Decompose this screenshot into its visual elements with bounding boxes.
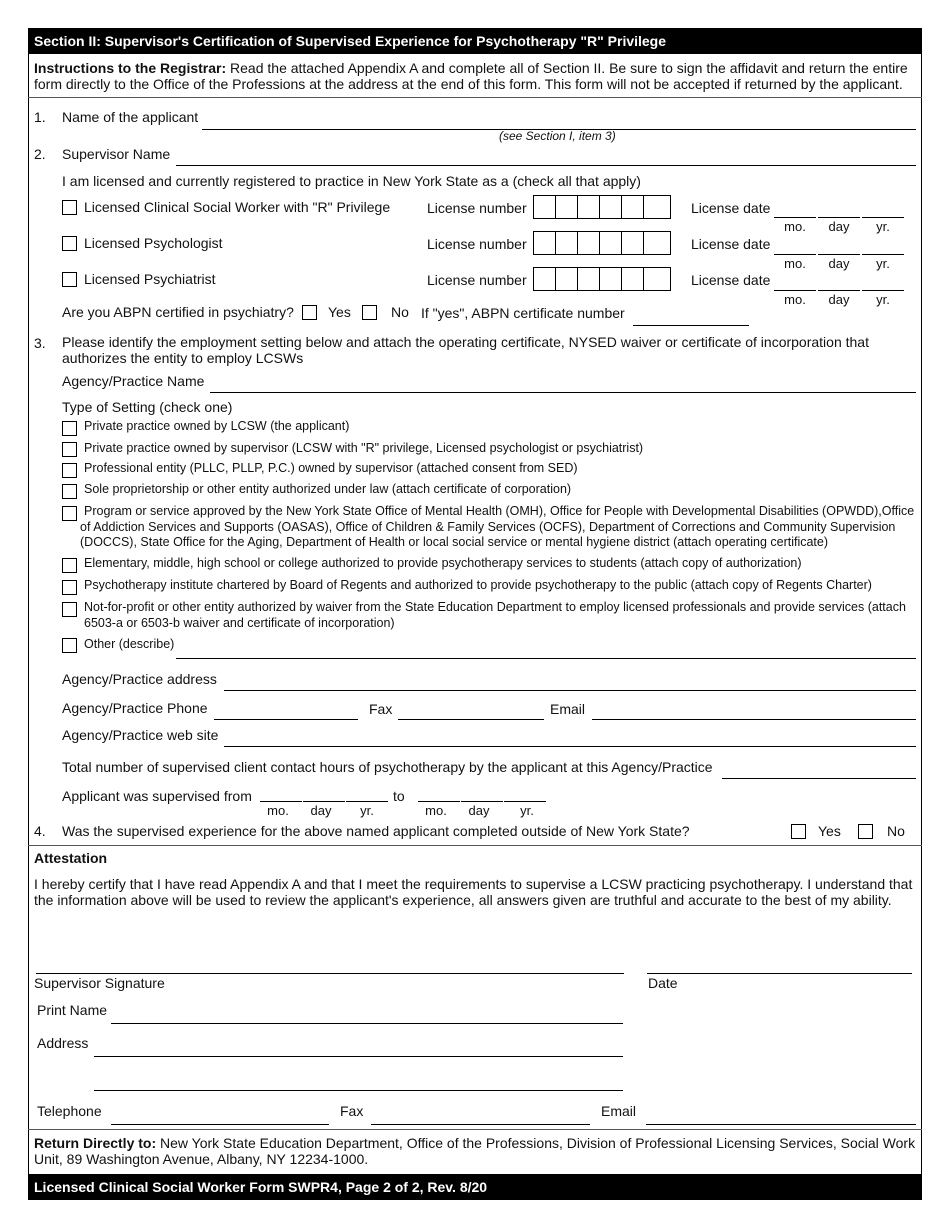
license-number-label: License number: [427, 272, 527, 288]
item-number: 1.: [34, 109, 46, 125]
telephone-field[interactable]: [111, 1124, 329, 1125]
license-date-label: License date: [691, 272, 771, 288]
date-year[interactable]: yr.: [862, 292, 904, 307]
attestation-text: I hereby certify that I have read Appendix A and that I meet the requirements to supervise a LCSW practicing psychotherapy. I understand that the information above will be used to review the applicant's experience, all answers given are truthful and accurate to the best of my ability.: [34, 876, 913, 908]
license-date-label: License date: [691, 236, 771, 252]
agency-address-field[interactable]: [224, 690, 916, 691]
applicant-name-note: (see Section I, item 3): [499, 129, 616, 143]
setting-checkbox[interactable]: [62, 558, 77, 573]
registrar-instructions: [34, 60, 918, 92]
attestation-address-label: Address: [37, 1035, 89, 1051]
outside-ny-yes-label: Yes: [818, 823, 841, 839]
from-year[interactable]: yr.: [346, 803, 388, 818]
date-month[interactable]: mo.: [774, 292, 816, 307]
instructions-text: Read the attached Appendix A and complete all of Section II. Be sure to sign the affidavit and return the entire form directly to the Office of the Professions at the address at the end of this form. This form will not be accepted if returned by the applicant.: [34, 60, 908, 92]
attestation-title: Attestation: [34, 850, 108, 866]
abpn-number-field[interactable]: [633, 325, 749, 326]
licensed-statement: I am licensed and currently registered to practice in New York State as a (check all that apply): [62, 173, 641, 189]
agency-phone-label: Agency/Practice Phone: [62, 700, 208, 716]
return-label: Return Directly to:: [34, 1135, 157, 1151]
abpn-number-label: If "yes", ABPN certificate number: [421, 305, 625, 321]
divider: [28, 845, 922, 846]
attestation-email-field[interactable]: [646, 1124, 916, 1125]
abpn-no-checkbox[interactable]: [362, 305, 377, 320]
form-footer: [28, 1174, 922, 1200]
supervisor-name-field[interactable]: [176, 165, 916, 166]
print-name-label: Print Name: [37, 1002, 108, 1018]
instructions-label: Instructions to the Registrar:: [34, 60, 227, 76]
license-date-label: License date: [691, 200, 771, 216]
agency-fax-field[interactable]: [398, 719, 544, 720]
agency-web-label: Agency/Practice web site: [62, 727, 219, 743]
setting-label: Other (describe): [84, 637, 175, 651]
supervised-to-label: to: [393, 788, 405, 804]
print-name-field[interactable]: [111, 1023, 623, 1024]
agency-web-field[interactable]: [224, 746, 916, 747]
setting-label: Professional entity (PLLC, PLLP, P.C.) owned by supervisor (attached consent from SED): [84, 461, 578, 475]
license-number-label: License number: [427, 236, 527, 252]
agency-phone-field[interactable]: [214, 719, 358, 720]
date-year[interactable]: yr.: [862, 219, 904, 234]
signature-date-field[interactable]: [647, 973, 912, 974]
setting-label: Program or service approved by the New York State Office of Mental Health (OMH), Office for People with Developmental Disabilities (OPWDD),Office of Addiction Services and Supports (OASAS), Office of Children & Family Services (OCFS), Department of Corrections and Community Supervision (DOCCS), State Office for the Aging, Department of Health or local social service or mental hygiene district (attach operating certificate): [80, 504, 915, 549]
return-address: [34, 1135, 918, 1167]
abpn-yes-label: Yes: [328, 304, 351, 320]
attestation-fax-field[interactable]: [371, 1124, 590, 1125]
license-number-label: License number: [427, 200, 527, 216]
setting-checkbox[interactable]: [62, 638, 77, 653]
setting-type-label: Type of Setting (check one): [62, 399, 233, 415]
supervisor-name-label: Supervisor Name: [62, 146, 171, 162]
setting-checkbox[interactable]: [62, 506, 77, 521]
agency-address-label: Agency/Practice address: [62, 671, 217, 687]
divider: [28, 1129, 922, 1130]
supervised-from-label: Applicant was supervised from: [62, 788, 252, 804]
setting-label: Elementary, middle, high school or college authorized to provide psychotherapy services to students (attach copy of authorization): [84, 556, 802, 570]
section-title: Section II: Supervisor's Certification of Supervised Experience for Psychotherapy "R" Privilege: [34, 33, 667, 49]
setting-label: Psychotherapy institute chartered by Board of Regents and authorized to provide psychotherapy to the public (attach copy of Regents Charter): [84, 578, 872, 592]
setting-checkbox[interactable]: [62, 580, 77, 595]
outside-ny-yes-checkbox[interactable]: [791, 824, 806, 839]
telephone-label: Telephone: [37, 1103, 102, 1119]
outside-ny-question: Was the supervised experience for the above named applicant completed outside of New York State?: [62, 823, 690, 839]
setting-checkbox[interactable]: [62, 421, 77, 436]
date-day[interactable]: day: [818, 219, 860, 234]
attestation-email-label: Email: [601, 1103, 637, 1119]
date-month[interactable]: mo.: [774, 219, 816, 234]
setting-checkbox[interactable]: [62, 484, 77, 499]
signature-date-label: Date: [648, 975, 678, 991]
signature-field[interactable]: [36, 973, 624, 974]
setting-checkbox[interactable]: [62, 602, 77, 617]
setting-label: Not-for-profit or other entity authorized by waiver from the State Education Department to employ licensed professionals and provide services (attach 6503-a or 6503-b waiver and certificate of incorporation): [84, 600, 906, 630]
psychiatrist-label: Licensed Psychiatrist: [84, 271, 216, 287]
signature-label: Supervisor Signature: [34, 975, 165, 991]
agency-name-field[interactable]: [210, 392, 916, 393]
date-year[interactable]: yr.: [862, 256, 904, 271]
setting-label: Sole proprietorship or other entity authorized under law (attach certificate of corporation): [84, 482, 572, 496]
date-day[interactable]: day: [818, 256, 860, 271]
setting-label: Private practice owned by LCSW (the applicant): [84, 419, 350, 433]
contact-hours-field[interactable]: [722, 778, 916, 779]
from-day[interactable]: day: [303, 803, 339, 818]
abpn-yes-checkbox[interactable]: [302, 305, 317, 320]
psychologist-license-number-field[interactable]: [533, 231, 671, 255]
lcsw-label: Licensed Clinical Social Worker with "R" Privilege: [84, 199, 391, 215]
outside-ny-no-label: No: [887, 823, 905, 839]
psychologist-checkbox[interactable]: [62, 236, 77, 251]
agency-fax-label: Fax: [369, 701, 393, 717]
date-month[interactable]: mo.: [774, 256, 816, 271]
abpn-question: Are you ABPN certified in psychiatry?: [62, 304, 294, 320]
psychiatrist-license-number-field[interactable]: [533, 267, 671, 291]
psychologist-label: Licensed Psychologist: [84, 235, 223, 251]
item-number: 2.: [34, 146, 46, 162]
psychiatrist-checkbox[interactable]: [62, 272, 77, 287]
agency-name-label: Agency/Practice Name: [62, 373, 205, 389]
outside-ny-no-checkbox[interactable]: [858, 824, 873, 839]
setting-checkbox[interactable]: [62, 463, 77, 478]
section-header: [28, 28, 922, 54]
divider: [28, 97, 922, 98]
from-month[interactable]: mo.: [260, 803, 296, 818]
attestation-fax-label: Fax: [340, 1103, 364, 1119]
employment-instructions: Please identify the employment setting below and attach the operating certificate, NYSED waiver or certificate of incorporation that authorizes the entity to employ LCSWs: [62, 334, 869, 366]
attestation-address-field[interactable]: [94, 1056, 623, 1057]
abpn-no-label: No: [391, 304, 409, 320]
setting-label: Private practice owned by supervisor (LCSW with "R" privilege, Licensed psychologist or psychiatrist): [84, 441, 644, 455]
contact-hours-label: Total number of supervised client contact hours of psychotherapy by the applicant at this Agency/Practice: [62, 759, 713, 775]
to-month[interactable]: mo.: [418, 803, 454, 818]
lcsw-checkbox[interactable]: [62, 200, 77, 215]
return-text: New York State Education Department, Office of the Professions, Division of Professional Licensing Services, Social Work Unit, 89 Washington Avenue, Albany, NY 12234-1000.: [34, 1135, 916, 1167]
agency-email-field[interactable]: [592, 719, 916, 720]
footer-text: Licensed Clinical Social Worker Form SWPR4, Page 2 of 2, Rev. 8/20: [34, 1179, 488, 1195]
attestation-address-field-2[interactable]: [94, 1090, 623, 1091]
to-year[interactable]: yr.: [504, 803, 550, 818]
item-number: 3.: [34, 335, 46, 351]
date-day[interactable]: day: [818, 292, 860, 307]
item-number: 4.: [34, 823, 46, 839]
agency-email-label: Email: [550, 701, 586, 717]
applicant-name-label: Name of the applicant: [62, 109, 199, 125]
to-day[interactable]: day: [461, 803, 497, 818]
other-describe-field[interactable]: [176, 658, 916, 659]
setting-checkbox[interactable]: [62, 442, 77, 457]
lcsw-license-number-field[interactable]: [533, 195, 671, 219]
